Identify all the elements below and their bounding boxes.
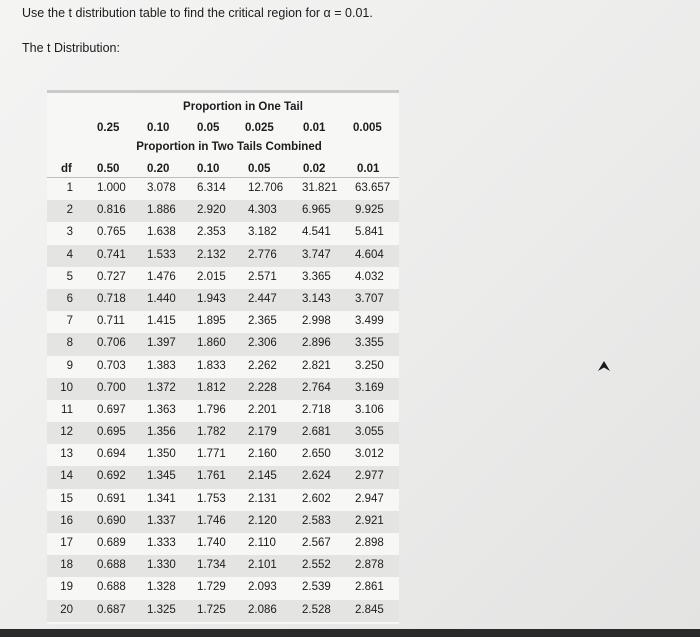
value-cell: 1.337 [147,514,176,527]
value-cell: 1.325 [147,603,176,616]
value-cell: 1.734 [197,559,226,572]
value-cell: 1.328 [147,581,176,594]
value-cell: 0.691 [97,492,126,505]
df-cell: 18 [60,559,73,572]
value-cell: 3.365 [302,270,331,283]
value-cell: 2.650 [302,448,331,461]
value-cell: 5.841 [355,226,384,239]
df-cell: 17 [60,537,73,549]
value-cell: 0.703 [97,359,126,372]
value-cell: 1.363 [147,403,176,416]
value-cell: 4.303 [248,204,277,217]
question-text: Use the t distribution table to find the critical region for α = 0.01. [22,6,373,20]
value-cell: 3.355 [355,337,384,350]
value-cell: 2.998 [302,315,331,328]
table-row [47,555,399,577]
table-row [47,200,399,222]
value-cell: 1.943 [197,292,226,305]
value-cell: 1.782 [197,426,226,439]
df-cell: 19 [60,581,73,594]
t-distribution-table [47,90,399,624]
mouse-pointer-icon [597,360,611,372]
value-cell: 0.690 [97,514,126,527]
table-row [47,444,399,466]
value-cell: 1.895 [197,315,226,328]
value-cell: 1.341 [147,492,176,505]
value-cell: 0.695 [97,426,126,439]
value-cell: 2.764 [302,381,331,394]
value-cell: 1.886 [147,204,176,217]
value-cell: 2.145 [248,470,277,483]
df-cell: 4 [66,248,73,261]
value-cell: 2.845 [355,603,384,616]
two-tails-header: 0.05 [248,163,271,175]
two-tails-header: 0.10 [197,163,220,175]
value-cell: 4.032 [355,270,384,283]
value-cell: 2.120 [248,514,277,527]
value-cell: 0.700 [97,381,126,394]
df-header: df [61,163,72,175]
window-bottom-edge [0,629,700,637]
value-cell: 2.101 [248,559,277,572]
value-cell: 1.761 [197,470,226,483]
value-cell: 1.345 [147,470,176,483]
df-cell: 9 [66,359,73,372]
value-cell: 0.711 [97,315,125,328]
value-cell: 2.878 [355,559,384,572]
df-cell: 13 [60,448,73,461]
value-cell: 2.228 [248,381,277,394]
value-cell: 2.583 [302,514,331,527]
value-cell: 1.333 [147,537,176,549]
one-tail-header: 0.05 [197,122,220,134]
value-cell: 2.306 [248,337,277,350]
value-cell: 1.725 [197,603,226,616]
df-cell: 5 [66,270,73,283]
value-cell: 0.718 [97,292,126,305]
value-cell: 2.131 [248,492,277,505]
value-cell: 1.771 [197,448,226,461]
one-tail-header: 0.25 [97,122,120,134]
value-cell: 1.350 [147,448,176,461]
value-cell: 2.624 [302,470,331,483]
df-cell: 8 [66,337,73,350]
value-cell: 1.812 [197,381,226,394]
value-cell: 1.746 [197,514,226,527]
value-cell: 2.015 [197,270,226,283]
value-cell: 2.861 [355,581,384,594]
table-row [47,533,399,555]
value-cell: 2.552 [302,559,331,572]
value-cell: 3.169 [355,381,384,394]
df-cell: 20 [60,603,73,616]
value-cell: 1.356 [147,426,176,439]
value-cell: 0.688 [97,559,126,572]
table-row [47,289,399,311]
value-cell: 6.965 [302,204,331,217]
table-body [47,178,399,622]
value-cell: 0.688 [97,581,126,594]
value-cell: 2.681 [302,426,331,439]
value-cell: 1.729 [197,581,226,594]
value-cell: 2.821 [302,359,331,372]
value-cell: 2.179 [248,426,277,439]
value-cell: 2.353 [197,226,226,239]
value-cell: 2.447 [248,292,277,305]
value-cell: 2.093 [248,581,277,594]
two-tails-header: 0.20 [147,163,170,175]
value-cell: 2.132 [197,248,226,261]
value-cell: 3.499 [355,315,384,328]
table-row [47,245,399,267]
value-cell: 0.727 [97,270,126,283]
value-cell: 2.110 [248,537,276,549]
value-cell: 3.707 [355,292,384,305]
value-cell: 2.086 [248,603,277,616]
table-row [47,577,399,599]
table-row [47,222,399,244]
value-cell: 2.262 [248,359,277,372]
value-cell: 2.920 [197,204,226,217]
value-cell: 0.741 [97,248,126,261]
df-cell: 2 [66,204,73,217]
value-cell: 2.365 [248,315,277,328]
value-cell: 1.533 [147,248,176,261]
value-cell: 3.078 [147,182,176,194]
table-row [47,356,399,378]
value-cell: 3.747 [302,248,331,261]
two-tails-header: 0.02 [303,163,326,175]
df-cell: 12 [60,426,73,439]
two-tails-header: 0.50 [97,163,120,175]
two-tails-title: Proportion in Two Tails Combined [136,141,322,153]
table-row [47,378,399,400]
value-cell: 1.476 [147,270,176,283]
value-cell: 3.182 [248,226,277,239]
value-cell: 1.833 [197,359,226,372]
value-cell: 3.143 [302,292,331,305]
value-cell: 6.314 [197,182,226,194]
value-cell: 12.706 [248,182,284,194]
table-top-rule [47,90,399,93]
value-cell: 2.718 [302,403,331,416]
value-cell: 1.440 [147,292,176,305]
df-cell: 6 [66,292,73,305]
value-cell: 1.753 [197,492,226,505]
table-row [47,267,399,289]
value-cell: 2.898 [355,537,384,549]
value-cell: 2.539 [302,581,331,594]
value-cell: 3.106 [355,403,384,416]
value-cell: 9.925 [355,204,384,217]
value-cell: 0.697 [97,403,126,416]
value-cell: 0.689 [97,537,126,549]
df-cell: 10 [60,381,73,394]
value-cell: 1.397 [147,337,176,350]
value-cell: 4.604 [355,248,384,261]
value-cell: 4.541 [302,226,331,239]
value-cell: 2.201 [248,403,277,416]
table-row [47,311,399,333]
value-cell: 0.816 [97,204,126,217]
table-row [47,422,399,444]
df-cell: 15 [60,492,73,505]
table-row [47,511,399,533]
one-tail-header: 0.10 [147,122,170,134]
one-tail-header: 0.005 [353,122,382,134]
two-tails-header: 0.01 [357,163,380,175]
value-cell: 1.330 [147,559,176,572]
value-cell: 3.055 [355,426,384,439]
value-cell: 2.921 [355,514,384,527]
table-row [47,400,399,422]
value-cell: 2.947 [355,492,384,505]
table-row [47,333,399,355]
value-cell: 2.776 [248,248,277,261]
value-cell: 2.160 [248,448,277,461]
value-cell: 1.796 [197,403,226,416]
df-cell: 16 [60,514,73,527]
one-tail-title: Proportion in One Tail [183,101,303,113]
one-tail-header: 0.01 [303,122,326,134]
value-cell: 31.821 [302,182,338,194]
one-tail-header: 0.025 [245,122,274,134]
value-cell: 1.415 [147,315,176,328]
value-cell: 3.250 [355,359,384,372]
df-cell: 14 [60,470,73,483]
value-cell: 3.012 [355,448,384,461]
value-cell: 0.694 [97,448,126,461]
df-cell: 11 [61,403,73,416]
value-cell: 2.602 [302,492,331,505]
value-cell: 2.571 [248,270,277,283]
value-cell: 0.765 [97,226,126,239]
table-row [47,178,399,200]
table-row [47,600,399,622]
value-cell: 2.977 [355,470,384,483]
value-cell: 1.860 [197,337,226,350]
value-cell: 0.687 [97,603,126,616]
value-cell: 1.372 [147,381,176,394]
value-cell: 1.383 [147,359,176,372]
value-cell: 2.896 [302,337,331,350]
value-cell: 1.000 [97,182,126,194]
value-cell: 2.528 [302,603,331,616]
distribution-subtitle: The t Distribution: [22,41,120,55]
value-cell: 0.692 [97,470,126,483]
value-cell: 2.567 [302,537,331,549]
table-row [47,466,399,488]
df-cell: 7 [66,315,73,328]
table-row [47,489,399,511]
df-cell: 1 [66,182,73,194]
df-cell: 3 [66,226,73,239]
value-cell: 1.740 [197,537,226,549]
value-cell: 0.706 [97,337,126,350]
value-cell: 1.638 [147,226,176,239]
value-cell: 63.657 [355,182,391,194]
